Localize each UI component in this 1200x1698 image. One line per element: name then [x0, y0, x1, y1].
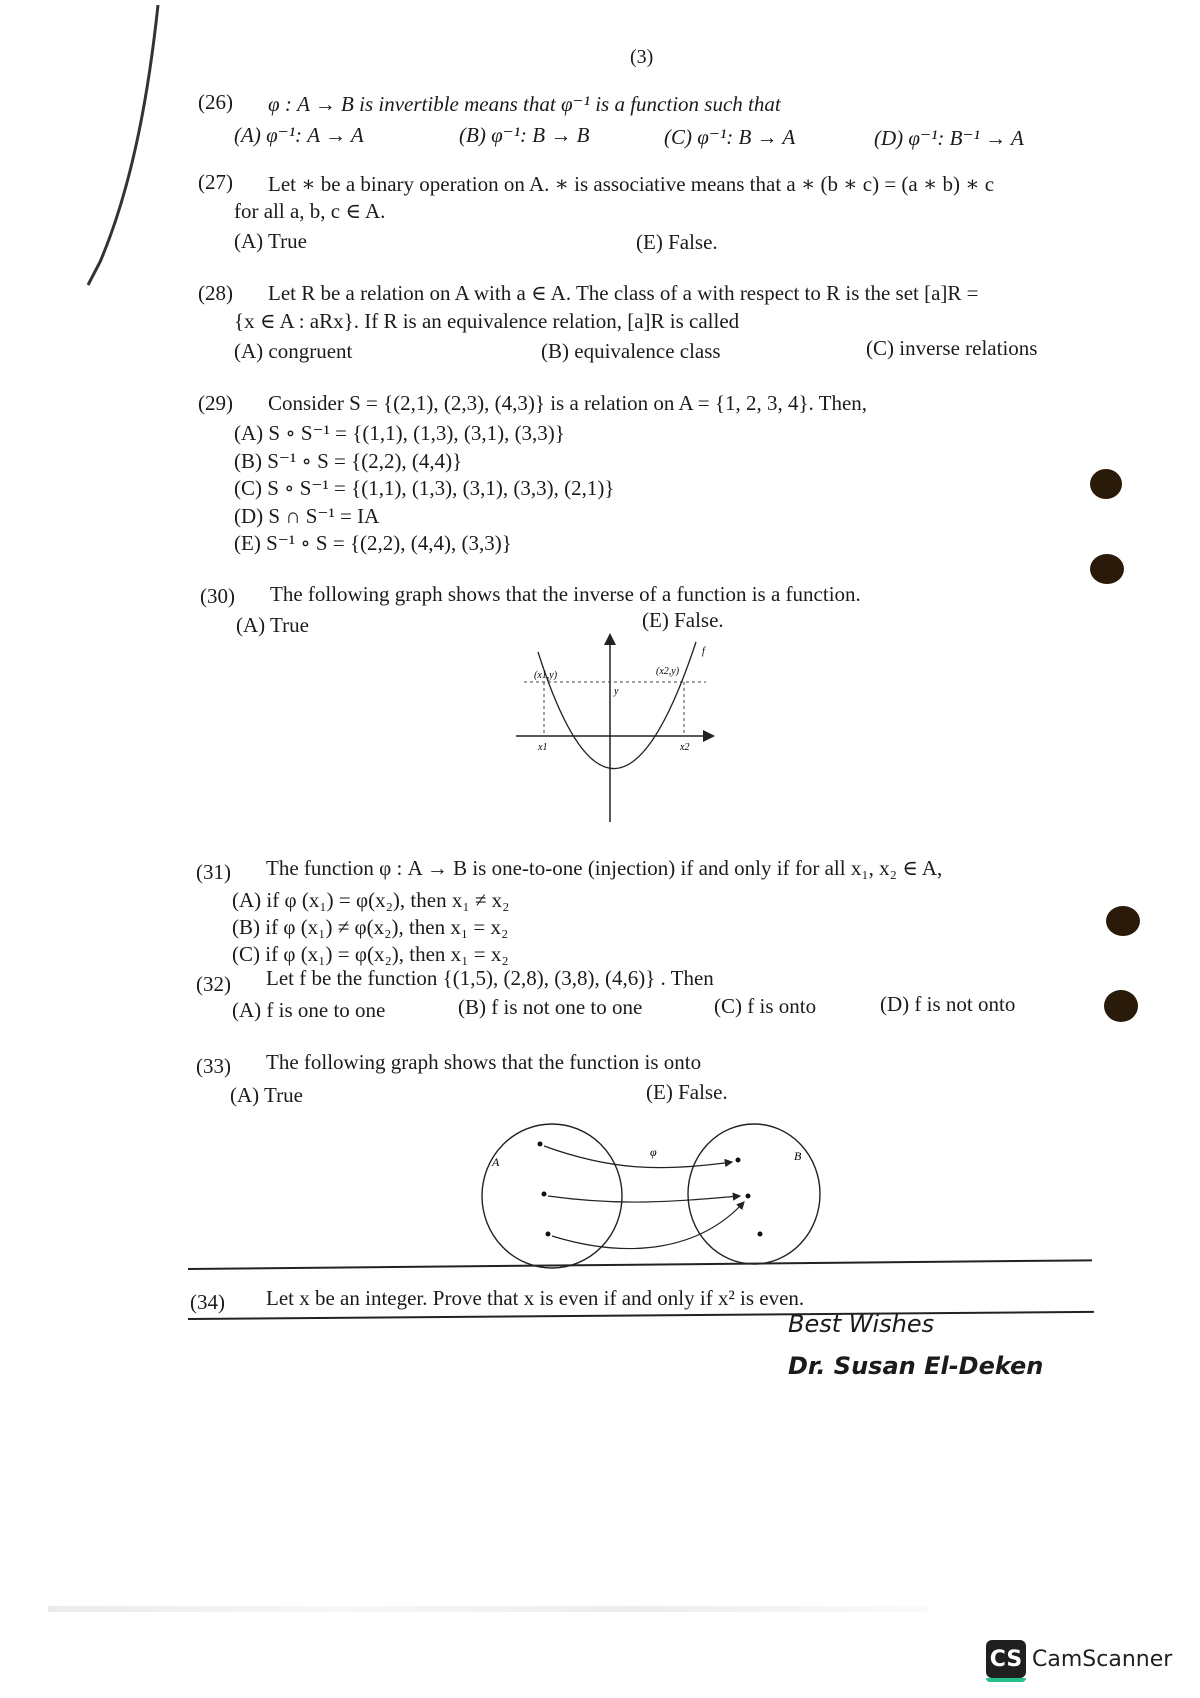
option-e[interactable]: (E) False. [642, 608, 724, 632]
question-stem: Consider S = {(2,1), (2,3), (4,3)} is a relation on A = {1, 2, 3, 4}. Then, [268, 391, 868, 415]
option-d[interactable]: (D) φ⁻¹: B⁻¹ → A [874, 126, 1024, 150]
option-c[interactable]: (C) S ∘ S⁻¹ = {(1,1), (1,3), (3,1), (3,3), (2,1)} [234, 476, 615, 500]
camscanner-text: CamScanner [1032, 1646, 1173, 1672]
question-number: (26) [198, 90, 233, 114]
punch-hole [1090, 469, 1122, 499]
set-b-circle [688, 1124, 820, 1264]
option-b[interactable]: (B) φ⁻¹: B → B [459, 123, 590, 147]
option-b[interactable]: (B) f is not one to one [458, 995, 643, 1019]
option-a[interactable]: (A) True [234, 229, 307, 253]
map-label: φ [650, 1145, 657, 1159]
option-c[interactable]: (C) φ⁻¹: B → A [664, 125, 796, 149]
question-stem-line2: for all a, b, c ∈ A. [234, 199, 386, 223]
element-b1 [736, 1158, 741, 1163]
mapping-arrow [548, 1196, 740, 1202]
question-stem-line1: Let ∗ be a binary operation on A. ∗ is associative means that a ∗ (b ∗ c) = (a ∗ b) ∗ c [268, 172, 995, 196]
question-number: (34) [190, 1290, 225, 1314]
option-c[interactable]: (C) if φ (x₁) = φ(x₂), then x₁ = x₂ [232, 942, 509, 966]
option-a[interactable]: (A) S ∘ S⁻¹ = {(1,1), (1,3), (3,1), (3,3)} [234, 421, 565, 445]
question-stem: The following graph shows that the function is onto [266, 1050, 702, 1074]
question-number: (27) [198, 170, 233, 194]
question-number: (33) [196, 1054, 231, 1078]
parabola-curve [538, 642, 696, 769]
question-number: (30) [200, 584, 235, 608]
option-a[interactable]: (A) φ⁻¹: A → A [234, 123, 364, 147]
divider-line [188, 1311, 1094, 1320]
set-b-label: B [794, 1149, 802, 1163]
option-e[interactable]: (E) S⁻¹ ∘ S = {(2,2), (4,4), (3,3)} [234, 531, 512, 555]
camscanner-watermark [986, 1640, 1172, 1678]
option-a[interactable]: (A) congruent [234, 339, 353, 363]
punch-hole [1104, 990, 1138, 1022]
element-b2 [746, 1194, 751, 1199]
question-number: (28) [198, 281, 233, 305]
question-stem: Let f be the function {(1,5), (2,8), (3,8), (4,6)} . Then [266, 966, 714, 990]
f-label: f [702, 646, 705, 657]
question-number: (32) [196, 972, 231, 996]
option-e[interactable]: (E) False. [646, 1080, 728, 1104]
point-label: (x1,y) [534, 670, 558, 681]
best-wishes: Best Wishes [788, 1310, 935, 1338]
question-stem: The following graph shows that the inverse of a function is a function. [270, 582, 861, 606]
question-stem-line2: {x ∈ A : aRx}. If R is an equivalence relation, [a]R is called [234, 309, 740, 333]
element-a3 [546, 1232, 551, 1237]
scan-noise [48, 1606, 928, 1612]
punch-hole [1106, 906, 1140, 936]
option-c[interactable]: (C) inverse relations [866, 336, 1038, 360]
option-d[interactable]: (D) f is not onto [880, 992, 1016, 1016]
page-edge-shadow [40, 0, 160, 320]
option-d[interactable]: (D) S ∩ S⁻¹ = IA [234, 504, 380, 528]
mapping-diagram [470, 1110, 830, 1280]
option-c[interactable]: (C) f is onto [714, 994, 817, 1018]
question-stem-line1: Let R be a relation on A with a ∈ A. The class of a with respect to R is the set [a]R = [268, 281, 979, 305]
option-a[interactable]: (A) True [230, 1083, 303, 1107]
page-number: (3) [630, 46, 654, 68]
option-e[interactable]: (E) False. [636, 230, 718, 254]
option-b[interactable]: (B) S⁻¹ ∘ S = {(2,2), (4,4)} [234, 449, 463, 473]
question-number: (31) [196, 860, 231, 884]
element-b3 [758, 1232, 763, 1237]
punch-hole [1090, 554, 1124, 584]
mapping-arrow [552, 1202, 744, 1249]
option-a[interactable]: (A) if φ (x₁) = φ(x₂), then x₁ ≠ x₂ [232, 888, 510, 912]
question-stem: The function φ : A → B is one-to-one (injection) if and only if for all x₁, x₂ ∈ A, [266, 856, 943, 880]
y-label: y [614, 686, 619, 697]
element-a2 [542, 1192, 547, 1197]
question-number: (29) [198, 391, 233, 415]
option-a[interactable]: (A) f is one to one [232, 998, 386, 1022]
question-stem: Let x be an integer. Prove that x is even if and only if x² is even. [266, 1286, 805, 1310]
x2-label: x2 [680, 742, 690, 753]
option-b[interactable]: (B) if φ (x₁) ≠ φ(x₂), then x₁ = x₂ [232, 915, 509, 939]
element-a1 [538, 1142, 543, 1147]
author-name: Dr. Susan El-Deken [788, 1352, 1044, 1380]
option-a[interactable]: (A) True [236, 613, 309, 637]
x1-label: x1 [538, 742, 548, 753]
option-b[interactable]: (B) equivalence class [541, 339, 721, 363]
point-label: (x2,y) [656, 666, 680, 677]
question-stem: φ : A → B is invertible means that φ⁻¹ is a function such that [268, 92, 781, 116]
camscanner-logo-icon: CS [986, 1640, 1026, 1678]
parabola-graph [510, 630, 720, 830]
set-a-label: A [492, 1155, 500, 1169]
